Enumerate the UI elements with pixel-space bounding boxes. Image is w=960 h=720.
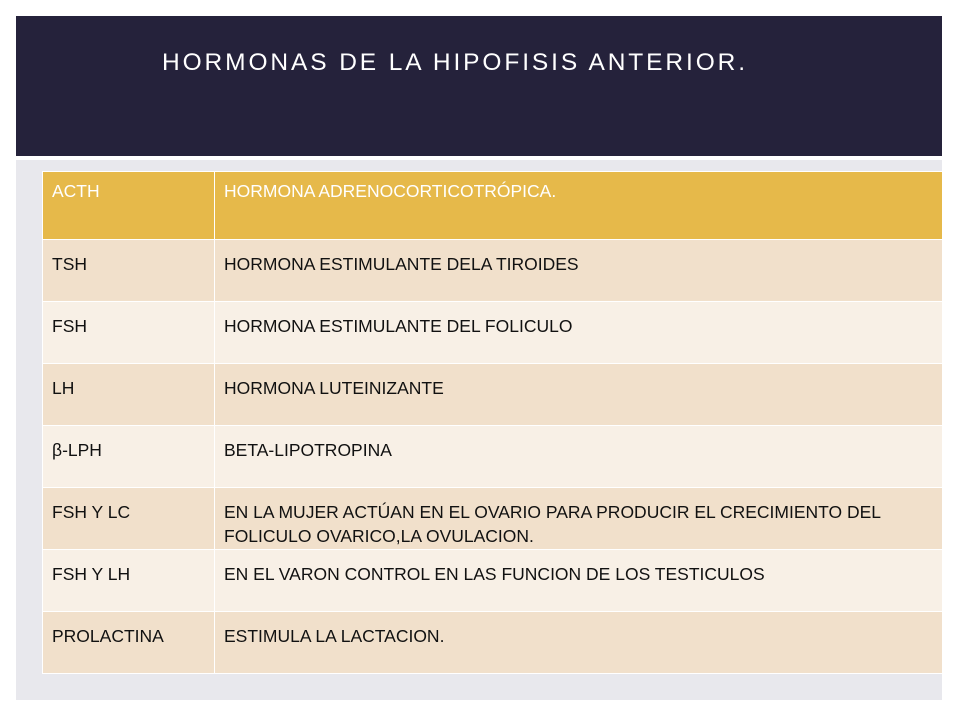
hormone-description-cell: HORMONA ESTIMULANTE DELA TIROIDES	[215, 240, 943, 302]
table-row	[43, 240, 943, 302]
hormone-abbreviation-cell: FSH	[43, 302, 215, 364]
hormone-abbreviation-cell: FSH Y LC	[43, 488, 215, 550]
hormone-abbreviation-cell: FSH Y LH	[43, 550, 215, 612]
hormone-description-cell: HORMONA LUTEINIZANTE	[215, 364, 943, 426]
table-row	[43, 302, 943, 364]
table-row	[43, 488, 943, 550]
table-row	[43, 550, 943, 612]
title-bar	[16, 16, 942, 156]
table-row	[43, 364, 943, 426]
slide-title: HORMONAS DE LA HIPOFISIS ANTERIOR.	[162, 49, 748, 76]
table-row	[43, 172, 943, 240]
hormone-abbreviation-cell: ACTH	[43, 172, 215, 240]
hormone-description-cell: HORMONA ADRENOCORTICOTRÓPICA.	[215, 172, 943, 240]
hormone-table	[42, 171, 943, 674]
hormone-abbreviation-cell: TSH	[43, 240, 215, 302]
hormone-abbreviation-cell: β-LPH	[43, 426, 215, 488]
hormone-abbreviation-cell: LH	[43, 364, 215, 426]
hormone-description-cell: HORMONA ESTIMULANTE DEL FOLICULO	[215, 302, 943, 364]
table-row	[43, 612, 943, 674]
hormone-description-cell: EN LA MUJER ACTÚAN EN EL OVARIO PARA PRODUCIR EL CRECIMIENTO DEL FOLICULO OVARICO,LA OVULACION.	[215, 488, 943, 550]
hormone-abbreviation-cell: PROLACTINA	[43, 612, 215, 674]
hormone-description-cell: BETA-LIPOTROPINA	[215, 426, 943, 488]
hormone-description-cell: ESTIMULA LA LACTACION.	[215, 612, 943, 674]
table-row	[43, 426, 943, 488]
hormone-description-cell: EN EL VARON CONTROL EN LAS FUNCION DE LOS TESTICULOS	[215, 550, 943, 612]
